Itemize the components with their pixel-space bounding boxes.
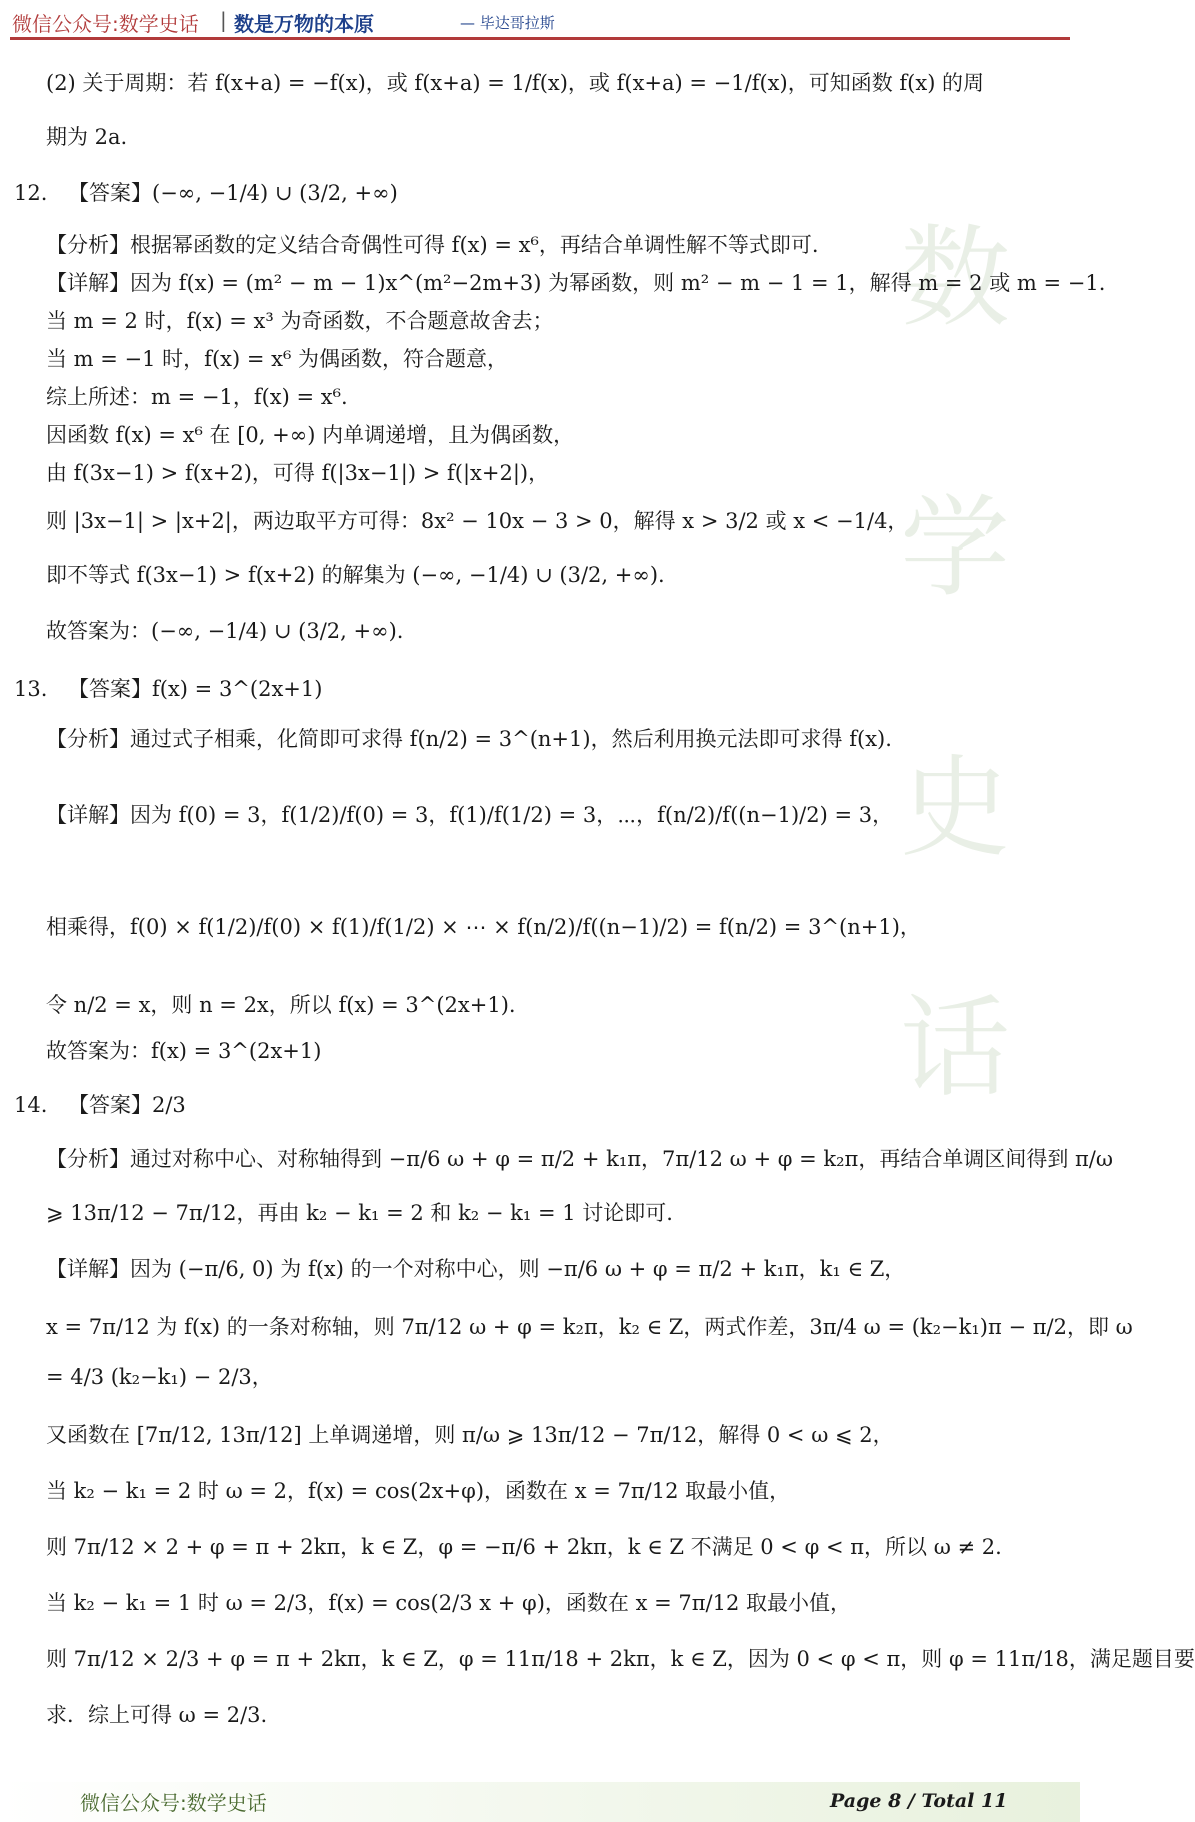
detail-line: 则 7π/12 × 2 + φ = π + 2kπ，k ∈ Z，φ = −π/6 + 2kπ，k ∈ Z 不满足 0 < φ < π，所以 ω ≠ 2. [46, 1535, 1002, 1559]
detail-line: 当 k₂ − k₁ = 2 时 ω = 2，f(x) = cos(2x+φ)，函数在 x = 7π/12 取最小值， [46, 1479, 791, 1503]
watermark-char-3: 史 [900, 744, 1010, 872]
analysis-line: 【分析】通过对称中心、对称轴得到 −π/6 ω + φ = π/2 + k₁π，7π/12 ω + φ = k₂π，再结合单调区间得到 π/ω [46, 1147, 1114, 1171]
analysis-line: 【分析】根据幂函数的定义结合奇偶性可得 f(x) = x⁶，再结合单调性解不等式即可. [46, 233, 819, 257]
detail-line: 由 f(3x−1) > f(x+2)，可得 f(|3x−1|) > f(|x+2|)， [46, 461, 550, 485]
question-number: 14. [14, 1093, 48, 1117]
detail-line: 【详解】因为 f(x) = (m² − m − 1)x^(m²−2m+3) 为幂函数，则 m² − m − 1 = 1，解得 m = 2 或 m = −1. [46, 271, 1106, 295]
detail-line: 即不等式 f(3x−1) > f(x+2) 的解集为 (−∞, −1/4) ∪ (3/2, +∞). [46, 563, 665, 587]
text-line: (2) 关于周期：若 f(x+a) = −f(x)，或 f(x+a) = 1/f(x)，或 f(x+a) = −1/f(x)，可知函数 f(x) 的周 [46, 71, 985, 95]
detail-line: 因函数 f(x) = x⁶ 在 [0, +∞) 内单调递增，且为偶函数， [46, 423, 575, 447]
detail-line: 求．综上可得 ω = 2/3. [46, 1703, 268, 1727]
header-author: — 毕达哥拉斯 [460, 14, 555, 32]
watermark-char-4: 话 [900, 984, 1010, 1112]
detail-line: 当 k₂ − k₁ = 1 时 ω = 2/3，f(x) = cos(2/3 x + φ)，函数在 x = 7π/12 取最小值， [46, 1591, 852, 1615]
detail-line: = 4/3 (k₂−k₁) − 2/3， [46, 1365, 273, 1389]
detail-line: 则 7π/12 × 2/3 + φ = π + 2kπ，k ∈ Z，φ = 11π/18 + 2kπ，k ∈ Z，因为 0 < φ < π，则 φ = 11π/18，满足题目要 [46, 1647, 1195, 1671]
detail-line: 相乘得，f(0) × f(1/2)/f(0) × f(1)/f(1/2) × ⋯ × f(n/2)/f((n−1)/2) = f(n/2) = 3^(n+1)， [46, 915, 921, 939]
page-indicator: Page 8 / Total 11 [830, 1790, 1008, 1812]
detail-line: 【详解】因为 f(0) = 3，f(1/2)/f(0) = 3，f(1)/f(1/2) = 3，⋯，f(n/2)/f((n−1)/2) = 3， [46, 803, 894, 827]
detail-line: 则 |3x−1| > |x+2|，两边取平方可得：8x² − 10x − 3 > 0，解得 x > 3/2 或 x < −1/4， [46, 509, 909, 533]
detail-line: 当 m = −1 时，f(x) = x⁶ 为偶函数，符合题意， [46, 347, 509, 371]
analysis-line: ⩾ 13π/12 − 7π/12，再由 k₂ − k₁ = 2 和 k₂ − k₁ = 1 讨论即可. [46, 1201, 673, 1225]
watermark-char-2: 学 [900, 484, 1010, 612]
page-header [0, 0, 1080, 40]
analysis-line: 【分析】通过式子相乘，化简即可求得 f(n/2) = 3^(n+1)，然后利用换元法即可求得 f(x). [46, 727, 892, 751]
watermark-char-1: 数 [900, 214, 1010, 342]
document-body [0, 60, 1195, 1760]
detail-line: 当 m = 2 时，f(x) = x³ 为奇函数，不合题意故舍去； [46, 309, 554, 333]
header-motto: 数是万物的本原 [234, 12, 374, 36]
question-number: 13. [14, 677, 48, 701]
question-number: 12. [14, 181, 48, 205]
page-footer [0, 1782, 1080, 1822]
footer-wechat: 微信公众号:数学史话 [80, 1791, 267, 1815]
final-answer-line: 故答案为：(−∞, −1/4) ∪ (3/2, +∞). [46, 619, 404, 643]
header-rule [10, 37, 1070, 40]
wechat-account-title: 微信公众号:数学史话 [12, 12, 199, 36]
answer-line: 【答案】f(x) = 3^(2x+1) [68, 677, 323, 701]
detail-line: 【详解】因为 (−π/6, 0) 为 f(x) 的一个对称中心，则 −π/6 ω + φ = π/2 + k₁π，k₁ ∈ Z， [46, 1257, 906, 1281]
answer-line: 【答案】2/3 [68, 1093, 186, 1117]
detail-line: 综上所述：m = −1，f(x) = x⁶. [46, 385, 348, 409]
text-line: 期为 2a. [46, 125, 128, 149]
header-separator: | [220, 8, 227, 32]
answer-line: 【答案】(−∞, −1/4) ∪ (3/2, +∞) [68, 181, 398, 205]
final-answer-line: 故答案为：f(x) = 3^(2x+1) [46, 1039, 322, 1063]
detail-line: 令 n/2 = x，则 n = 2x，所以 f(x) = 3^(2x+1). [46, 993, 516, 1017]
detail-line: 又函数在 [7π/12, 13π/12] 上单调递增，则 π/ω ⩾ 13π/12 − 7π/12，解得 0 < ω ⩽ 2， [46, 1423, 894, 1447]
detail-line: x = 7π/12 为 f(x) 的一条对称轴，则 7π/12 ω + φ = k₂π，k₂ ∈ Z，两式作差，3π/4 ω = (k₂−k₁)π − π/2，即 ω [46, 1315, 1133, 1339]
